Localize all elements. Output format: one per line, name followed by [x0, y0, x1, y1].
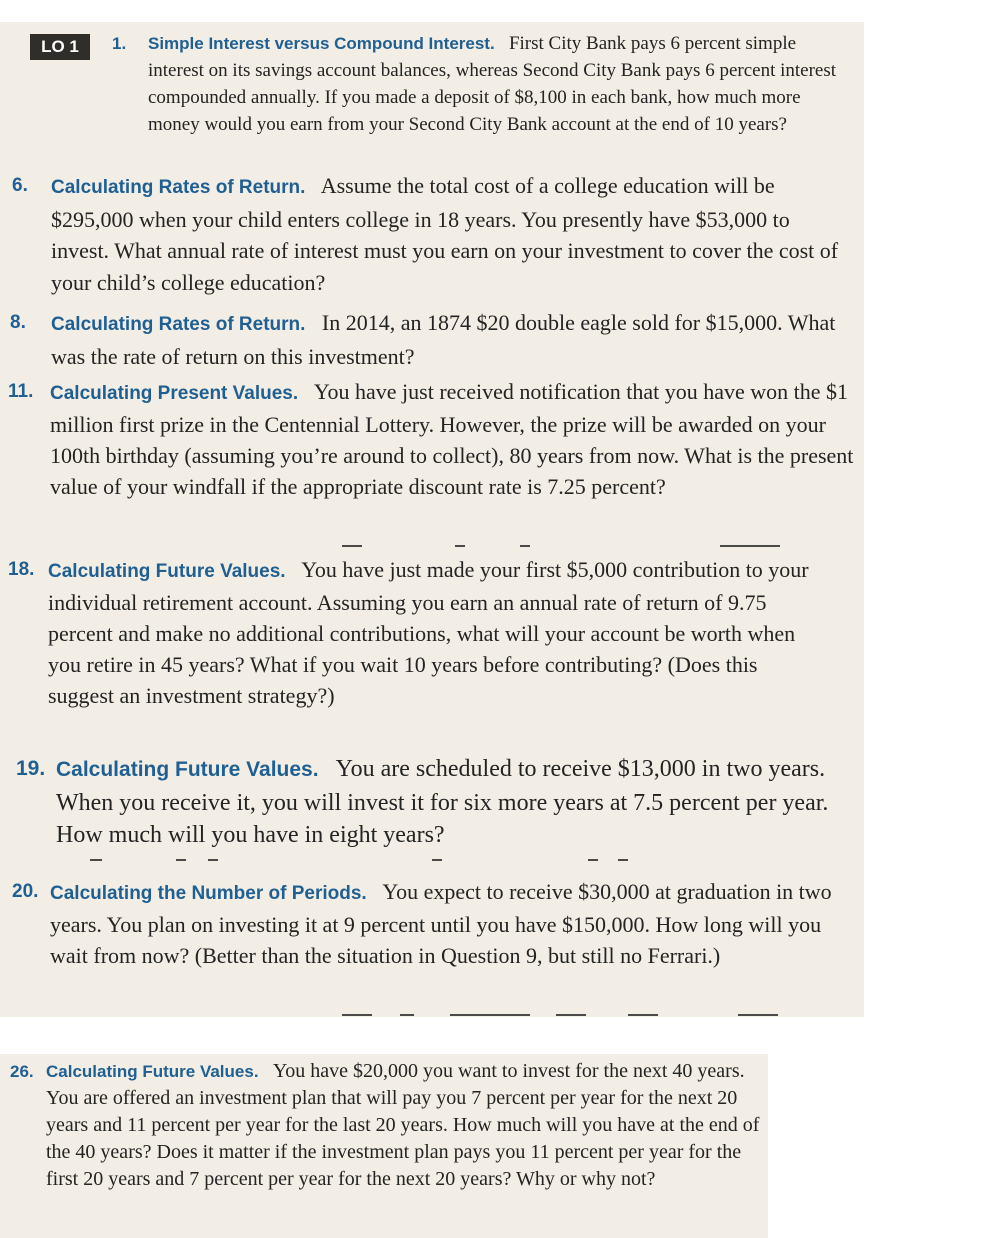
- clipped-text-fragment: [720, 545, 780, 547]
- clipped-text-fragment: [588, 859, 598, 861]
- clipped-text-fragment: [556, 1014, 586, 1016]
- problem-number: 19.: [16, 757, 46, 780]
- problem-heading: Calculating Rates of Return.: [51, 314, 306, 335]
- problem-text: You are scheduled to receive $13,000 in two years. When you receive it, you will invest it for six more years at 7.5 percent per year. How much will you have in eight years?: [56, 756, 829, 848]
- learning-objective-badge: LO 1: [30, 34, 90, 60]
- clipped-text-fragment: [628, 1014, 658, 1016]
- problem-8: [10, 307, 852, 372]
- clipped-text-fragment: [738, 1014, 778, 1016]
- problem-heading: Simple Interest versus Compound Interest.: [148, 34, 495, 53]
- problem-text: In 2014, an 1874 $20 double eagle sold for $15,000. What was the rate of return on this investment?: [51, 310, 836, 369]
- problem-1: [112, 30, 852, 138]
- problem-text: You expect to receive $30,000 at graduation in two years. You plan on investing it at 9 percent until you have $150,000. How long will you wait from now? (Better than the situation in Question 9, but still no Ferrari.): [50, 879, 832, 968]
- problem-19: [16, 753, 846, 852]
- problem-20: [12, 876, 832, 971]
- clipped-text-fragment: [342, 545, 362, 547]
- clipped-text-fragment: [208, 859, 218, 861]
- problem-number: 8.: [10, 312, 26, 333]
- clipped-text-fragment: [455, 545, 465, 547]
- problem-number: 18.: [8, 559, 35, 580]
- problem-number: 1.: [112, 34, 127, 53]
- clipped-text-fragment: [432, 859, 442, 861]
- problem-heading: Calculating Future Values.: [56, 758, 319, 781]
- problem-11: [8, 376, 856, 502]
- problem-heading: Calculating Future Values.: [48, 561, 286, 582]
- problem-heading: Calculating Future Values.: [46, 1062, 259, 1081]
- problem-26: [10, 1058, 760, 1193]
- clipped-text-fragment: [400, 1014, 414, 1016]
- clipped-text-fragment: [90, 859, 102, 861]
- problem-heading: Calculating Present Values.: [50, 383, 299, 404]
- clipped-text-fragment: [520, 545, 530, 547]
- problem-number: 26.: [10, 1062, 34, 1081]
- problem-text: Assume the total cost of a college education will be $295,000 when your child enters college in 18 years. You presently have $53,000 to invest. What annual rate of interest must you earn on your investment to cover the cost of your child’s college education?: [51, 173, 839, 295]
- problem-number: 6.: [12, 175, 28, 196]
- problem-text: You have just made your first $5,000 contribution to your individual retirement account. Assuming you earn an annual rate of return of 9.75 percent and make no additional contributions, what will your account be worth when you retire in 45 years? What if you wait 10 years before contributing? (Does this suggest an investment strategy?): [48, 557, 809, 708]
- problem-text: You have just received notification that you have won the $1 million first prize in the Centennial Lottery. However, the prize will be awarded on your 100th birthday (assuming you’re around to collect), 80 years from now. What is the present value of your windfall if the appropriate discount rate is 7.25 percent?: [50, 379, 854, 499]
- clipped-text-fragment: [176, 859, 186, 861]
- problem-text: You have $20,000 you want to invest for the next 40 years. You are offered an investment plan that will pay you 7 percent per year for the next 20 years and 11 percent per year for the last 20 years. How much will you have at the end of the 40 years? Does it matter if the investment plan pays you 11 percent per year for the first 20 years and 7 percent per year for the next 20 years? Why or why not?: [46, 1060, 760, 1190]
- clipped-text-fragment: [618, 859, 628, 861]
- problem-heading: Calculating the Number of Periods.: [50, 883, 367, 904]
- problem-6: [12, 170, 852, 298]
- clipped-text-fragment: [342, 1014, 372, 1016]
- problem-heading: Calculating Rates of Return.: [51, 177, 306, 198]
- problem-18: [8, 554, 828, 711]
- clipped-text-fragment: [450, 1014, 530, 1016]
- problem-number: 11.: [8, 381, 34, 402]
- problem-number: 20.: [12, 881, 39, 902]
- problem-text: First City Bank pays 6 percent simple interest on its savings account balances, whereas Second City Bank pays 6 percent interest compounded annually. If you made a deposit of $8,100 in each bank, how much more money would you earn from your Second City Bank account at the end of 10 years?: [148, 33, 837, 135]
